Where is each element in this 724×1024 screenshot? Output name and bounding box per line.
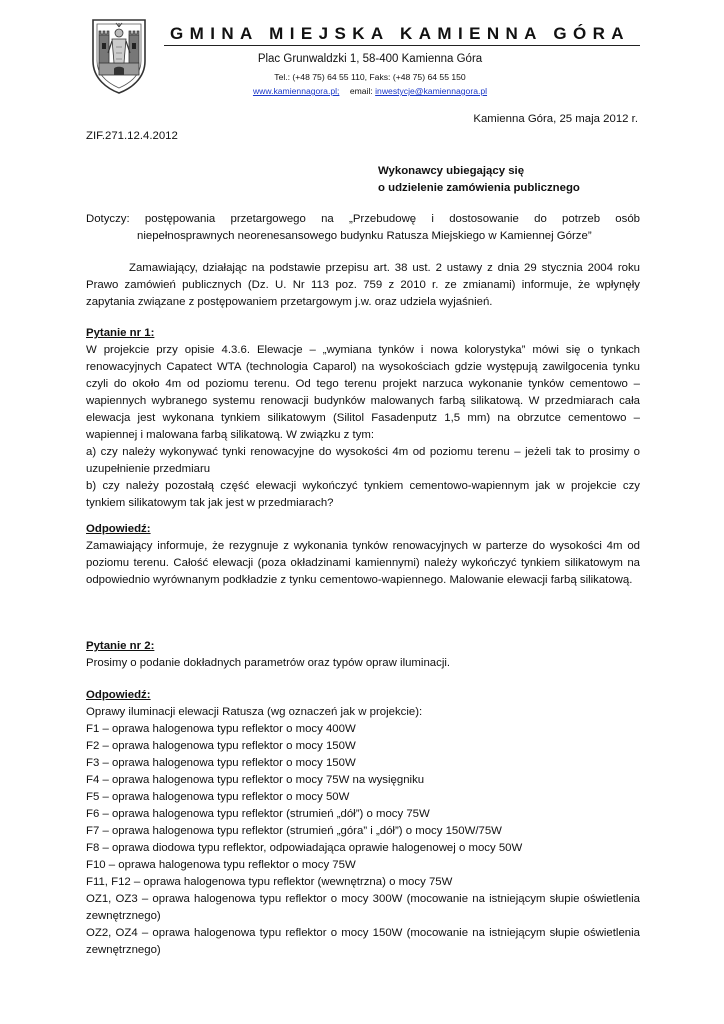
recipient-line-1: Wykonawcy ubiegający się	[378, 165, 525, 177]
intro-paragraph	[86, 260, 640, 311]
question-1-option-a: a) czy należy wykonywać tynki renowacyjne do wysokości 4m od poziomu terenu – jeżeli tak to prosimy o uzupełnienie przedmiaru	[86, 446, 640, 475]
answer-1-body: Zamawiający informuje, że rezygnuje z wykonania tynków renowacyjnych w parterze do wysokości 4m od poziomu terenu. Całość elewacji (poza okładzinami kamiennymi) należy wykończyć tynkiem silikatowym na odpowiednio wyrównanym podkładzie z tynku cementowo-wapiennego. Malowanie elewacji farbą silikatową.	[86, 540, 640, 586]
website-link[interactable]: www.kamiennagora.pl;	[252, 86, 340, 96]
municipality-address: Plac Grunwaldzki 1, 58-400 Kamienna Góra	[257, 53, 483, 65]
phone-fax: Tel.: (+48 75) 64 55 110, Faks: (+48 75) 64 55 150	[274, 72, 466, 82]
municipality-title: GMINA MIEJSKA KAMIENNA GÓRA	[170, 24, 630, 43]
subject-line-2: niepełnosprawnych neorenesansowego budynku Ratusza Miejskiego w Kamiennej Górze”	[137, 230, 592, 242]
question-1	[86, 325, 640, 512]
contact-links	[170, 86, 570, 96]
intro-text: Zamawiający, działając na podstawie przepisu art. 38 ust. 2 ustawy z dnia 29 stycznia 2004 roku Prawo zamówień publicznych (Dz. U. Nr 113 poz. 759 z 2010 r. ze zmianami) informuje, że wpłynęły zapytania związane z postępowaniem przetargowym j.w. oraz udziela wyjaśnień.	[86, 262, 640, 308]
coat-of-arms-icon	[90, 17, 148, 95]
answer-2	[86, 687, 640, 959]
fixture-item: F2 – oprawa halogenowa typu reflektor o mocy 150W	[86, 740, 356, 752]
fixture-item: OZ2, OZ4 – oprawa halogenowa typu reflektor o mocy 150W (mocowanie na istniejącym słupie oświetlenia zewnętrznego)	[86, 927, 640, 956]
question-2-body: Prosimy o podanie dokładnych parametrów oraz typów opraw iluminacji.	[86, 657, 451, 669]
fixture-item: F10 – oprawa halogenowa typu reflektor o mocy 75W	[86, 859, 356, 871]
answer-1	[86, 521, 640, 589]
email-link[interactable]: inwestycje@kamiennagora.pl	[375, 86, 488, 96]
question-2-heading: Pytanie nr 2:	[86, 640, 155, 652]
subject-line-1: Dotyczy: postępowania przetargowego na „Przebudowę i dostosowanie do potrzeb osób	[86, 213, 640, 225]
fixture-item: F3 – oprawa halogenowa typu reflektor o mocy 150W	[86, 757, 356, 769]
question-1-heading: Pytanie nr 1:	[86, 327, 155, 339]
fixture-item: F1 – oprawa halogenowa typu reflektor o mocy 400W	[86, 723, 356, 735]
fixture-item: F6 – oprawa halogenowa typu reflektor (strumień „dół”) o mocy 75W	[86, 808, 430, 820]
question-1-option-b: b) czy należy pozostałą część elewacji wykończyć tynkiem cementowo-wapiennym jak w projekcie czy tynkiem silikatowym tak jak jest w przedmiarach?	[86, 480, 640, 509]
reference-number: ZIF.271.12.4.2012	[86, 130, 178, 142]
answer-1-heading: Odpowiedź:	[86, 523, 151, 535]
recipient	[378, 163, 580, 197]
recipient-line-2: o udzielenie zamówienia publicznego	[378, 182, 580, 194]
fixture-item: F8 – oprawa diodowa typu reflektor, odpowiadająca oprawie halogenowej o mocy 50W	[86, 842, 523, 854]
fixture-item: F11, F12 – oprawa halogenowa typu reflektor (wewnętrzna) o mocy 75W	[86, 876, 453, 888]
subject	[86, 211, 640, 245]
question-2	[86, 638, 640, 672]
fixture-item: F5 – oprawa halogenowa typu reflektor o mocy 50W	[86, 791, 350, 803]
answer-2-lead: Oprawy iluminacji elewacji Ratusza (wg oznaczeń jak w projekcie):	[86, 706, 423, 718]
fixture-item: OZ1, OZ3 – oprawa halogenowa typu reflektor o mocy 300W (mocowanie na istniejącym słupie oświetlenia zewnętrznego)	[86, 893, 640, 922]
answer-2-heading: Odpowiedź:	[86, 689, 151, 701]
header-divider	[164, 45, 640, 46]
fixture-item: F4 – oprawa halogenowa typu reflektor o mocy 75W na wysięgniku	[86, 774, 425, 786]
email-label: email:	[349, 86, 373, 96]
fixture-item: F7 – oprawa halogenowa typu reflektor (strumień „góra” i „dół”) o mocy 150W/75W	[86, 825, 502, 837]
place-date: Kamienna Góra, 25 maja 2012 r.	[473, 113, 638, 125]
question-1-body: W projekcie przy opisie 4.3.6. Elewacje – „wymiana tynków i nowa kolorystyka” mówi się o tynkach renowacyjnych Capatect WTA (technologia Caparol) na wysokościach gdzie występują zawilgocenia tynku czyli do około 4m od poziomu terenu. Od tego terenu projekt narzuca wykonanie tynków cementowo – wapiennych wybranego systemu renowacji budynków malowanych farbą silikatową. W przedmiarach cała elewacja jest wykonana tynkiem silikatowym (Silitol Fasadenputz 1,5 mm) na obrzutce cementowo – wapiennej i malowana farbą silikatową. W związku z tym:	[86, 344, 640, 441]
